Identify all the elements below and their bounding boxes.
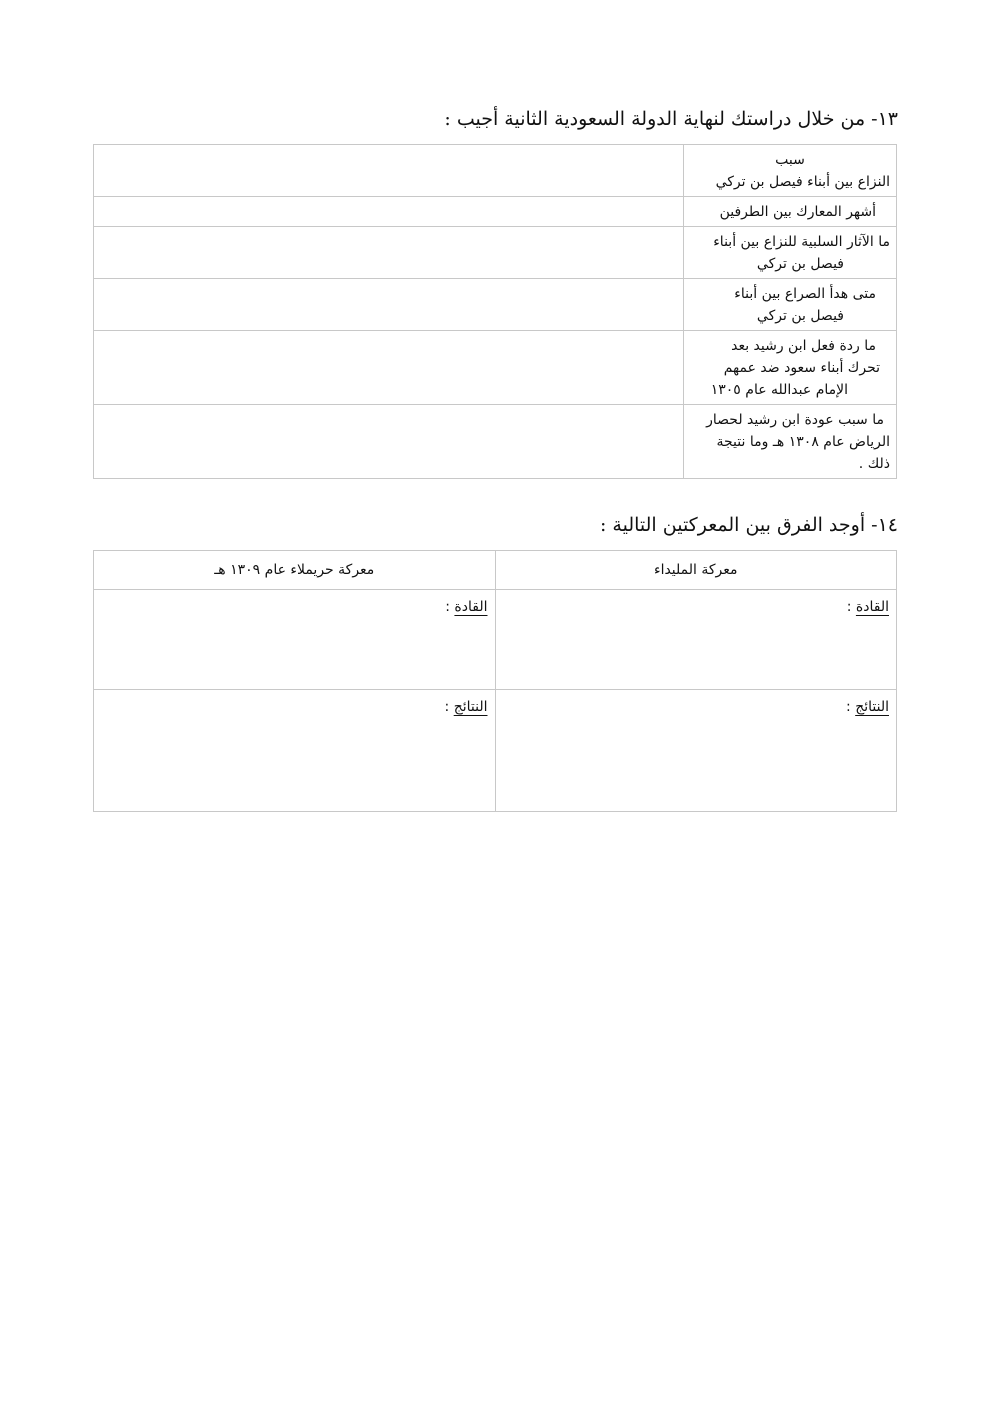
question-text: متى هدأ الصراع بين أبناء (734, 286, 876, 302)
question-text: الرياض عام ١٣٠٨ هـ وما نتيجة (716, 434, 890, 450)
results-label: النتائج : (444, 699, 488, 715)
table-header-row (94, 551, 897, 590)
table-row (94, 331, 897, 405)
answer-cell[interactable] (94, 197, 684, 227)
question-14-table (93, 550, 897, 812)
question-cell (684, 331, 897, 405)
leaders-cell-huraymila[interactable] (94, 590, 496, 690)
table-row (94, 590, 897, 690)
question-cell (684, 227, 897, 279)
answer-cell[interactable] (94, 405, 684, 479)
question-13-table (93, 144, 897, 479)
question-text: الإمام عبدالله عام ١٣٠٥ (710, 382, 848, 398)
question-13-heading: ١٣- من خلال دراستك لنهاية الدولة السعودية الثانية أجيب : (444, 108, 898, 130)
question-text: ما ردة فعل ابن رشيد بعد (731, 338, 876, 354)
table-row (94, 145, 897, 197)
leaders-label: القادة : (846, 599, 889, 615)
table-row (94, 690, 897, 812)
table-row (94, 227, 897, 279)
question-cell (684, 145, 897, 197)
question-text: ذلك . (858, 456, 890, 472)
leaders-label: القادة : (445, 599, 488, 615)
question-cell (684, 279, 897, 331)
answer-cell[interactable] (94, 331, 684, 405)
question-text: ما الآثار السلبية للنزاع بين أبناء (713, 234, 890, 250)
results-cell-melaida[interactable] (495, 690, 897, 812)
question-text: النزاع بين أبناء فيصل بن تركي (715, 174, 890, 190)
answer-cell[interactable] (94, 227, 684, 279)
results-cell-huraymila[interactable] (94, 690, 496, 812)
question-text: تحرك أبناء سعود ضد عمهم (723, 360, 880, 376)
question-cell (684, 405, 897, 479)
results-label: النتائج : (846, 699, 889, 715)
question-text: فيصل بن تركي (756, 256, 844, 272)
leaders-cell-melaida[interactable] (495, 590, 897, 690)
column-header-melaida: معركة المليداء (495, 551, 897, 590)
question-text: ما سبب عودة ابن رشيد لحصار (706, 412, 884, 428)
table-row (94, 197, 897, 227)
question-text: فيصل بن تركي (756, 308, 844, 324)
question-text: سبب (775, 152, 805, 168)
answer-cell[interactable] (94, 145, 684, 197)
column-header-huraymila: معركة حريملاء عام ١٣٠٩ هـ (94, 551, 496, 590)
table-row (94, 279, 897, 331)
question-text: أشهر المعارك بين الطرفين (719, 204, 876, 220)
table-row (94, 405, 897, 479)
question-cell (684, 197, 897, 227)
answer-cell[interactable] (94, 279, 684, 331)
question-14-heading: ١٤- أوجد الفرق بين المعركتين التالية : (599, 514, 898, 536)
